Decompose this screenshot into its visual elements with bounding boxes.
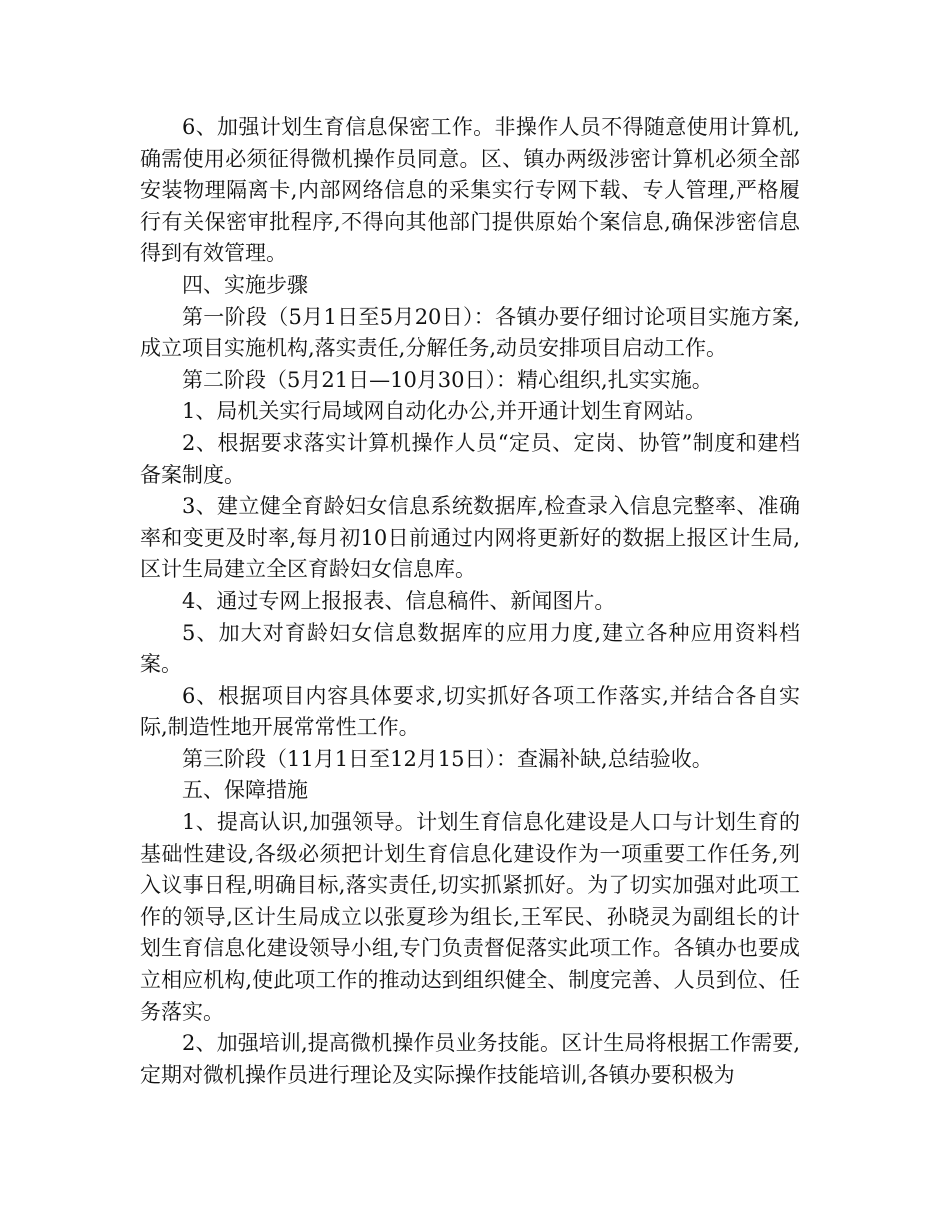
paragraph-phase-two: 第二阶段（5月21日—10月30日）：精心组织,扎实实施。 xyxy=(182,367,713,392)
list-item-report: 4、通过专网上报报表、信息稿件、新闻图片。 xyxy=(182,588,616,613)
paragraph-training: 2、加强培训,提高微机操作员业务技能。区计生局将根据工作需要,定期对微机操作员进行理论及实际操作技能培训,各镇办要积极为 xyxy=(140,1031,800,1087)
paragraph-phase-three: 第三阶段（11月1日至12月15日）：查漏补缺,总结验收。 xyxy=(182,746,713,771)
heading-implementation-steps: 四、实施步骤 xyxy=(182,272,308,297)
paragraph-confidentiality: 6、加强计划生育信息保密工作。非操作人员不得随意使用计算机,确需使用必须征得微机操作员同意。区、镇办两级涉密计算机必须全部安装物理隔离卡,内部网络信息的采集实行专网下载、专人管理,严格履行有关保密审批程序,不得向其他部门提供原始个案信息,确保涉密信息得到有效管理。 xyxy=(140,115,800,266)
list-item-database-usage: 5、加大对育龄妇女信息数据库的应用力度,建立各种应用资料档案。 xyxy=(140,620,800,677)
list-item-lan-office: 1、局机关实行局域网自动化办公,并开通计划生育网站。 xyxy=(182,399,707,424)
paragraph-leadership: 1、提高认识,加强领导。计划生育信息化建设是人口与计划生育的基础性建设,各级必须把计划生育信息化建设作为一项重要工作任务,列入议事日程,明确目标,落实责任,切实抓紧抓好。为了切实加强对此项工作的领导,区计生局成立以张夏珍为组长,王军民、孙晓灵为副组长的计划生育信息化建设领导小组,专门负责督促落实此项工作。各镇办也要成立相应机构,使此项工作的推动达到组织健全、制度完善、人员到位、任务落实。 xyxy=(140,810,800,1024)
paragraph-phase-one: 第一阶段（5月1日至5月20日）：各镇办要仔细讨论项目实施方案,成立项目实施机构,落实责任,分解任务,动员安排项目启动工作。 xyxy=(140,304,800,361)
list-item-routine-work: 6、根据项目内容具体要求,切实抓好各项工作落实,并结合各自实际,制造性地开展常常性工作。 xyxy=(140,683,800,740)
list-item-database: 3、建立健全育龄妇女信息系统数据库,检查录入信息完整率、准确率和变更及时率,每月初10日前通过内网将更新好的数据上报区计生局,区计生局建立全区育龄妇女信息库。 xyxy=(140,494,800,582)
document-page xyxy=(140,112,800,1091)
heading-safeguards: 五、保障措施 xyxy=(182,778,308,803)
list-item-operator-system: 2、根据要求落实计算机操作人员“定员、定岗、协管”制度和建档备案制度。 xyxy=(140,430,800,487)
